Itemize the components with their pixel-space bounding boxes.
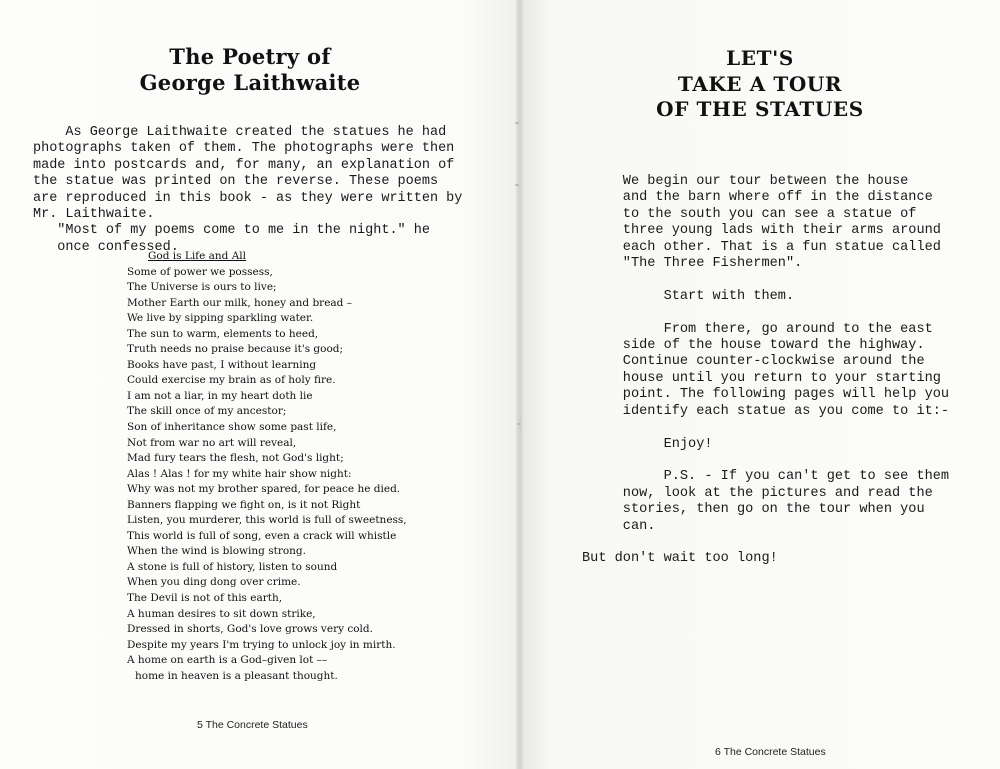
- poem-line: A stone is full of history, listen to sound: [127, 560, 338, 573]
- poem-line: We live by sipping sparkling water.: [127, 312, 314, 325]
- poem-line: Listen, you murderer, this world is full of sweetness,: [127, 514, 407, 527]
- left-title-line-2: George Laithwaite: [139, 70, 361, 95]
- left-page-footer: 5 The Concrete Statues: [197, 719, 308, 731]
- right-page-footer: 6 The Concrete Statues: [715, 746, 826, 758]
- poem-line: The Universe is ours to live;: [127, 281, 277, 294]
- paper-speck: [515, 184, 519, 186]
- poem-line: A home on earth is a God–given lot ––: [127, 654, 328, 667]
- poem-line: Could exercise my brain as of holy fire.: [127, 374, 336, 387]
- poem-line: This world is full of song, even a crack will whistle: [127, 529, 397, 542]
- right-title-line-1: LET'S: [726, 46, 794, 70]
- poem-line: Alas ! Alas ! for my white hair show night:: [127, 467, 352, 480]
- left-intro-paragraph: As George Laithwaite created the statues he had photographs taken of them. The photographs were then made into postcards and, for many, an explanation of the statue was printed on the reverse. These poems are reproduced in this book - as they were written by Mr. Laithwaite. "Most of my poems come to me in the night." he once confessed.: [33, 125, 463, 255]
- poem-line: Dressed in shorts, God's love grows very cold.: [127, 623, 373, 636]
- poem-line: Some of power we possess,: [127, 265, 273, 278]
- poem-line: Not from war no art will reveal,: [127, 436, 297, 449]
- left-page-title: [100, 44, 400, 96]
- poem-line: Truth needs no praise because it's good;: [127, 343, 344, 356]
- book-gutter: [516, 0, 524, 769]
- poem-line: Mad fury tears the flesh, not God's light;: [127, 452, 344, 465]
- poem-line: Banners flapping we fight on, is it not Right: [127, 498, 361, 511]
- tour-instructions: We begin our tour between the house and the barn where off in the distance to the south you can see a statue of three young lads with their arms around each other. That is a fun statue called "The Three Fishermen". Start with them. From there, go around to the east side of the house toward the highway. Continue counter-clockwise around the house until you return to your starting point. The following pages will help you identify each statue as you come to it:- Enjoy! P.S. - If you can't get to see them now, look at the pictures and read the stories, then go on the tour when you can. But don't wait too long!: [582, 174, 950, 567]
- poem-lines: [127, 265, 407, 685]
- poem-line: The Devil is not of this earth,: [127, 592, 283, 605]
- poem-title: God is Life and All: [148, 250, 247, 262]
- poem-line: The skill once of my ancestor;: [127, 405, 287, 418]
- poem-line: Son of inheritance show some past life,: [127, 421, 337, 434]
- poem-line: The sun to warm, elements to heed,: [127, 327, 319, 340]
- paper-speck: [515, 122, 519, 124]
- poem-line: home in heaven is a pleasant thought.: [135, 669, 338, 682]
- right-title-line-2: TAKE A TOUR: [677, 71, 843, 96]
- right-title-line-3: OF THE STATUES: [656, 97, 864, 121]
- right-page-title: [640, 46, 880, 123]
- poem-line: When the wind is blowing strong.: [127, 545, 306, 558]
- poem-line: Mother Earth our milk, honey and bread –: [127, 296, 352, 309]
- poem-line: I am not a liar, in my heart doth lie: [127, 389, 313, 402]
- poem-line: Why was not my brother spared, for peace he died.: [127, 483, 401, 496]
- poem: [127, 249, 407, 684]
- poem-line: Books have past, I without learning: [127, 358, 317, 371]
- left-title-line-1: The Poetry of: [169, 44, 331, 69]
- poem-line: When you ding dong over crime.: [127, 576, 301, 589]
- paper-speck: [517, 423, 521, 425]
- right-body: [582, 174, 949, 568]
- poem-line: Despite my years I'm trying to unlock joy in mirth.: [127, 638, 396, 651]
- poem-line: A human desires to sit down strike,: [127, 607, 316, 620]
